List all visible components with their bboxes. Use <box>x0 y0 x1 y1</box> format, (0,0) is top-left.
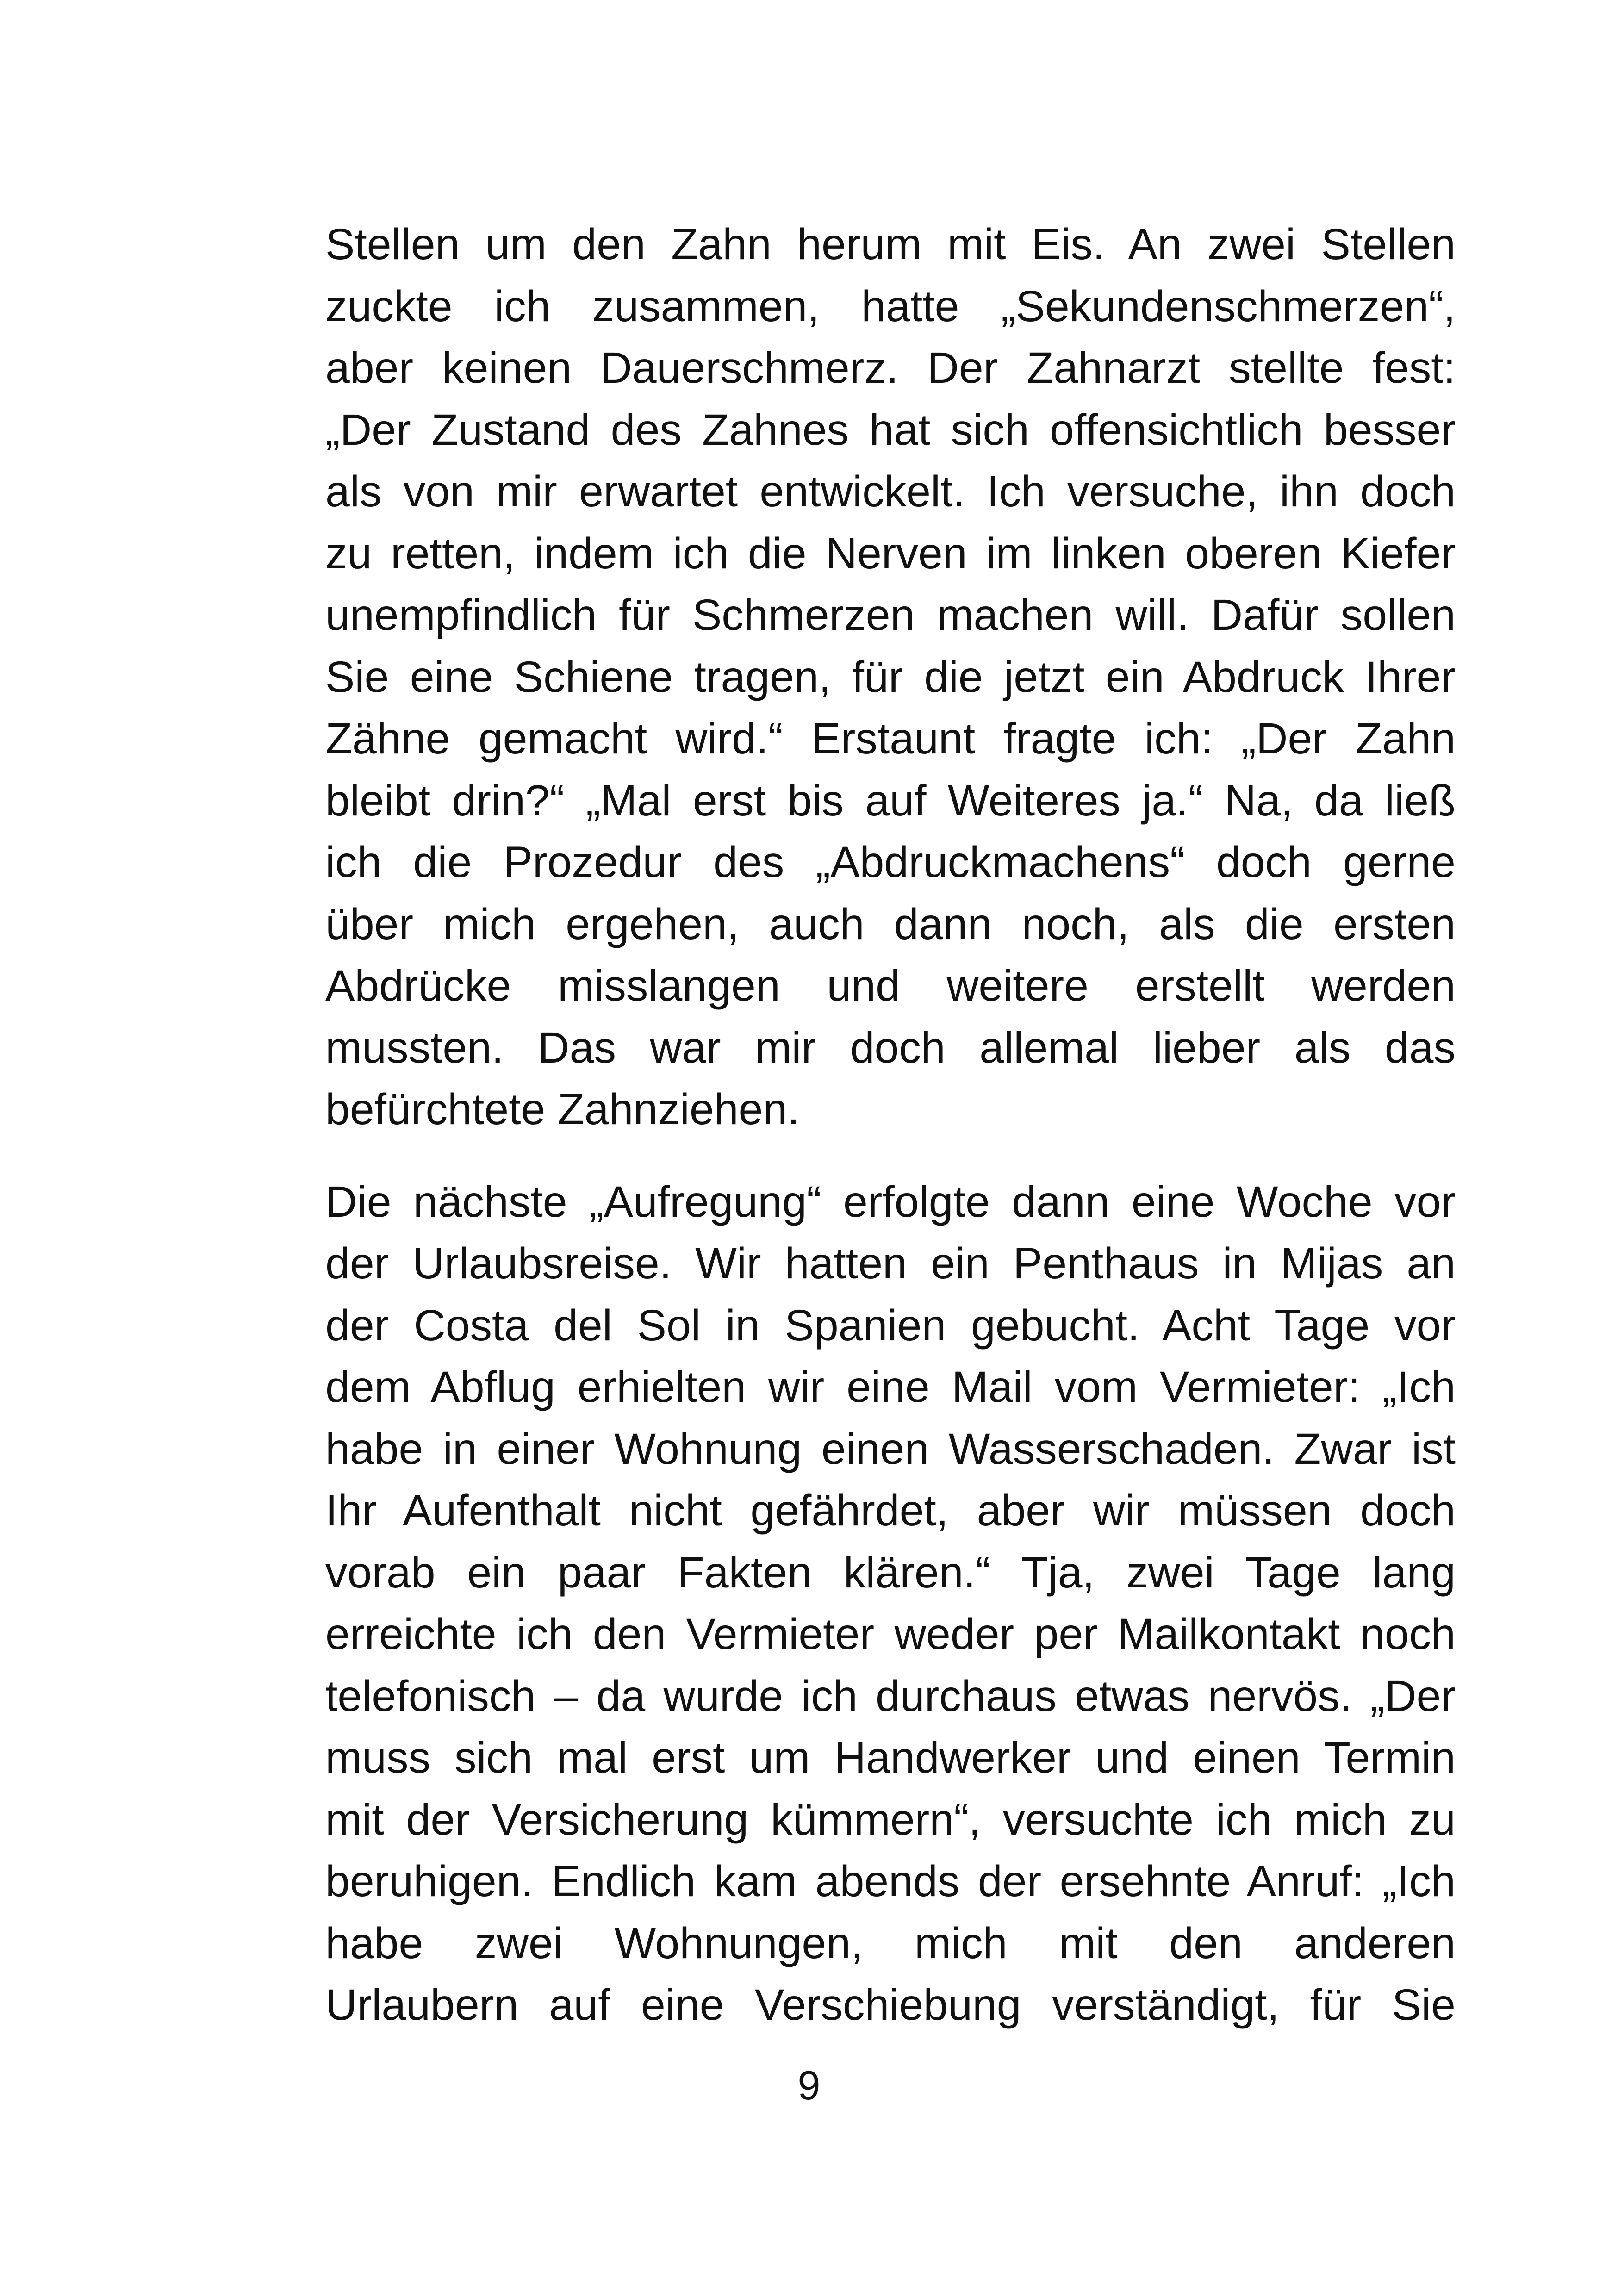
text-line: mussten. Das war mir doch allemal lieber als das <box>325 1023 1456 1072</box>
text-line: unempfindlich für Schmerzen machen will. Dafür sollen <box>325 591 1456 640</box>
text-line: erreichte ich den Vermieter weder per Mailkontakt noch <box>325 1610 1456 1659</box>
text-line: befürchtete Zahnziehen. <box>325 1085 800 1134</box>
text-line: zu retten, indem ich die Nerven im linken oberen Kiefer <box>325 529 1456 578</box>
text-line: habe in einer Wohnung einen Wasserschaden. Zwar ist <box>325 1424 1456 1474</box>
text-line: telefonisch – da wurde ich durchaus etwas nervös. „Der <box>325 1671 1456 1721</box>
text-line: mit der Versicherung kümmern“, versuchte ich mich zu <box>325 1795 1456 1844</box>
text-line: muss sich mal erst um Handwerker und einen Termin <box>325 1733 1456 1782</box>
text-line: „Der Zustand des Zahnes hat sich offensichtlich besser <box>325 405 1456 454</box>
text-line: Abdrücke misslangen und weitere erstellt werden <box>325 961 1456 1010</box>
text-line: Die nächste „Aufregung“ erfolgte dann eine Woche vor <box>325 1177 1456 1226</box>
text-line: habe zwei Wohnungen, mich mit den anderen <box>325 1918 1456 1968</box>
text-line: als von mir erwartet entwickelt. Ich versuche, ihn doch <box>325 467 1456 516</box>
paragraph-2 <box>325 1171 1456 2036</box>
text-line: zuckte ich zusammen, hatte „Sekundenschmerzen“, <box>325 281 1456 331</box>
text-line: Ihr Aufenthalt nicht gefährdet, aber wir müssen doch <box>325 1486 1456 1535</box>
text-line: aber keinen Dauerschmerz. Der Zahnarzt stellte fest: <box>325 343 1456 392</box>
text-line: Urlaubern auf eine Verschiebung verständigt, für Sie <box>325 1980 1456 2029</box>
text-line: der Costa del Sol in Spanien gebucht. Acht Tage vor <box>325 1300 1456 1350</box>
text-line: beruhigen. Endlich kam abends der ersehnte Anruf: „Ich <box>325 1857 1456 1906</box>
text-line: dem Abflug erhielten wir eine Mail vom Vermieter: „Ich <box>325 1363 1456 1412</box>
page-number: 9 <box>797 2062 821 2108</box>
body-text <box>325 214 1456 2036</box>
paragraph-1 <box>325 214 1456 1141</box>
text-line: über mich ergehen, auch dann noch, als die ersten <box>325 899 1456 949</box>
paragraph-spacing <box>325 1141 1456 1171</box>
text-line: Sie eine Schiene tragen, für die jetzt ein Abdruck Ihrer <box>325 652 1456 702</box>
text-line: ich die Prozedur des „Abdruckmachens“ doch gerne <box>325 838 1456 887</box>
text-line: Stellen um den Zahn herum mit Eis. An zwei Stellen <box>325 220 1456 269</box>
text-line: der Urlaubsreise. Wir hatten ein Penthaus in Mijas an <box>325 1239 1456 1288</box>
text-line: bleibt drin?“ „Mal erst bis auf Weiteres ja.“ Na, da ließ <box>325 776 1456 825</box>
text-line: Zähne gemacht wird.“ Erstaunt fragte ich: „Der Zahn <box>325 714 1456 763</box>
text-line: vorab ein paar Fakten klären.“ Tja, zwei Tage lang <box>325 1548 1456 1597</box>
